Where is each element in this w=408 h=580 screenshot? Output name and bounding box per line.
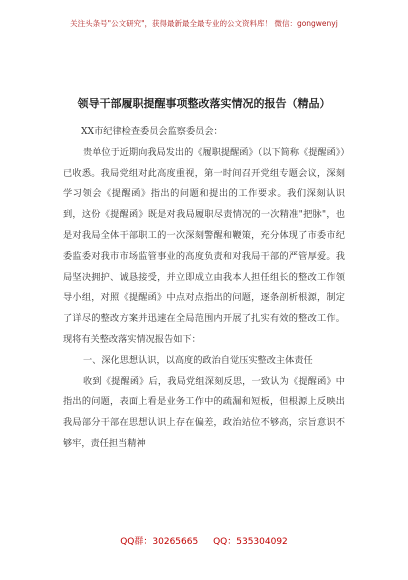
section-heading-1: 一、深化思想认识，以高度的政治自觉压实整改主体责任 — [83, 354, 313, 366]
qq-number-text: QQ：535304092 — [213, 537, 288, 547]
header-banner: 关注头条号"公文研究"，获得最新最全最专业的公文资料库！ 微信：gongwenyj — [70, 19, 338, 28]
document-body — [63, 122, 345, 455]
salutation: XX市纪律检查委员会监察委员会： — [81, 126, 223, 137]
paragraph-section-1: 收到《提醒函》后，我局党组深刻反思，一致认为《提醒函》中指出的问题，表面上看是业务工作中的疏漏和短板，但根源上反映出我局部分干部在思想认识上存在偏差，政治站位不够高，宗旨意识不够牢，责任担当精神 — [63, 375, 345, 449]
paragraph-intro: 贵单位于近期向我局发出的《履职提醒函》（以下简称《提醒函》）已收悉。我局党组对此高度重视，第一时间召开党组专题会议，深刻学习领会《提醒函》指出的问题和提出的工作要求。我们深刻认识到，这份《提醒函》既是对我局履职尽责情况的一次精准"把脉"，也是对我局全体干部职工的一次深刻警醒和鞭策，充分体现了市委市纪委监委对我市市场监管事业的高度负责和对我局干部的严管厚爱。我局坚决拥护、诚恳接受，并立即成立由我本人担任组长的整改工作领导小组，对照《提醒函》中点对点指出的问题，逐条剖析根源，制定了详尽的整改方案并迅速在全局范围内开展了扎实有效的整改工作。现将有关整改落实情况报告如下： — [63, 146, 345, 345]
document-title: 领导干部履职提醒事项整改落实情况的报告（精品） — [77, 97, 331, 110]
footer-contact — [0, 534, 408, 547]
qq-group-text: QQ群：30265665 — [120, 537, 199, 547]
